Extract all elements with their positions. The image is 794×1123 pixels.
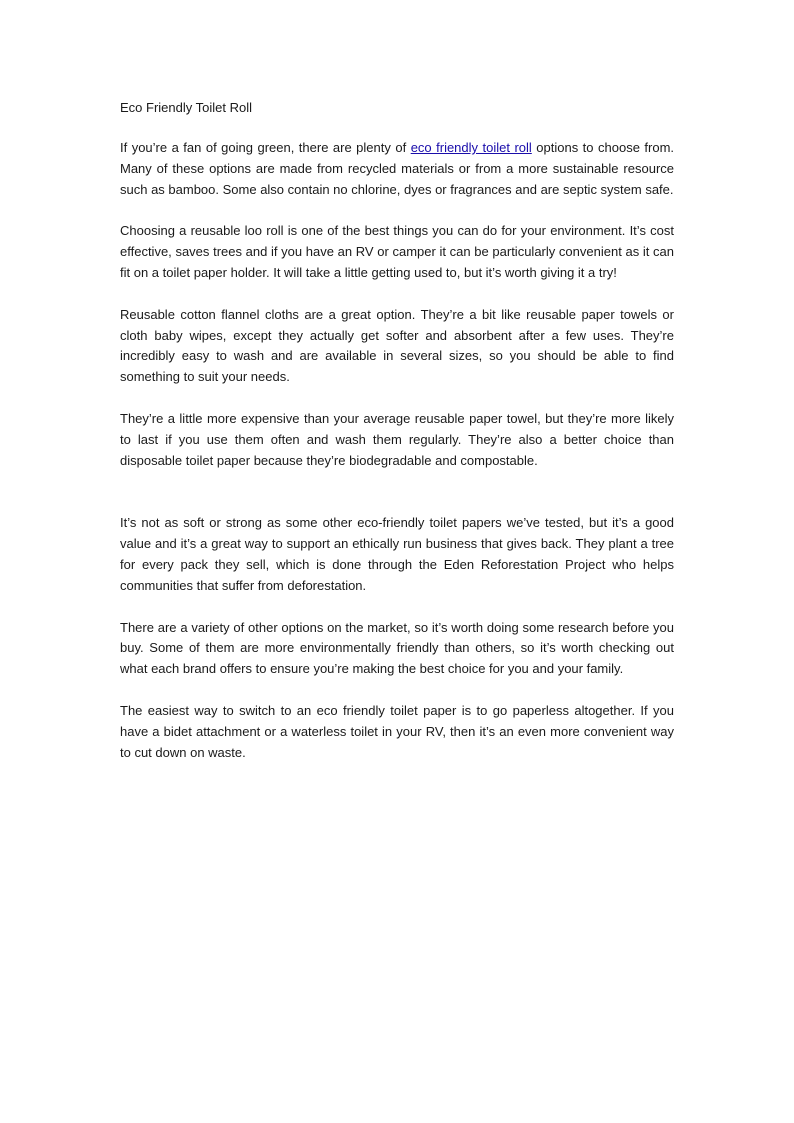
paragraph-flannel-cloths: Reusable cotton flannel cloths are a great option. They’re a bit like reusable paper towels or cloth baby wipes, except they actually get softer and absorbent after a few uses. They’re incredibly easy to wash and are available in several sizes, so you should be able to find something to suit your needs. — [120, 306, 674, 385]
paragraph-intro — [120, 138, 674, 200]
paragraph-intro-text-end: options to choose from. Many of these options are made from recycled materials or from a more sustainable resource such as bamboo. Some also contain no chlorine, dyes or fragrances and are septic system safe. — [120, 140, 675, 197]
page-title: Eco Friendly Toilet Roll — [120, 100, 252, 115]
paragraph-paperless: The easiest way to switch to an eco friendly toilet paper is to go paperless altogether. If you have a bidet attachment or a waterless toilet in your RV, then it’s an even more convenient way to cut down on waste. — [120, 702, 674, 760]
paragraph-cost: They’re a little more expensive than your average reusable paper towel, but they’re more likely to last if you use them often and wash them regularly. They’re also a better choice than disposable toilet paper because they’re biodegradable and compostable. — [120, 410, 674, 468]
paragraph-reusable-loo-roll: Choosing a reusable loo roll is one of the best things you can do for your environment. It’s cost effective, saves trees and if you have an RV or camper it can be particularly convenient as it can fit on a toilet paper holder. It will take a little getting used to, but it’s worth giving it a try! — [120, 223, 674, 280]
paragraph-intro-text-start: If you’re a fan of going green, there are plenty of — [120, 140, 411, 155]
document-page — [120, 97, 674, 784]
eco-toilet-roll-link[interactable]: eco friendly toilet roll — [410, 140, 532, 155]
paragraph-value: It’s not as soft or strong as some other eco-friendly toilet papers we’ve tested, but it’s a good value and it’s a great way to support an ethically run business that gives back. They plant a tree for every pack they sell, which is done through the Eden Reforestation Project who helps communities that suffer from deforestation. — [120, 515, 674, 593]
paragraph-options: There are a variety of other options on the market, so it’s worth doing some research before you buy. Some of them are more environmentally friendly than others, so it’s worth checking out what each brand offers to ensure you’re making the best choice for you and your family. — [120, 619, 674, 677]
